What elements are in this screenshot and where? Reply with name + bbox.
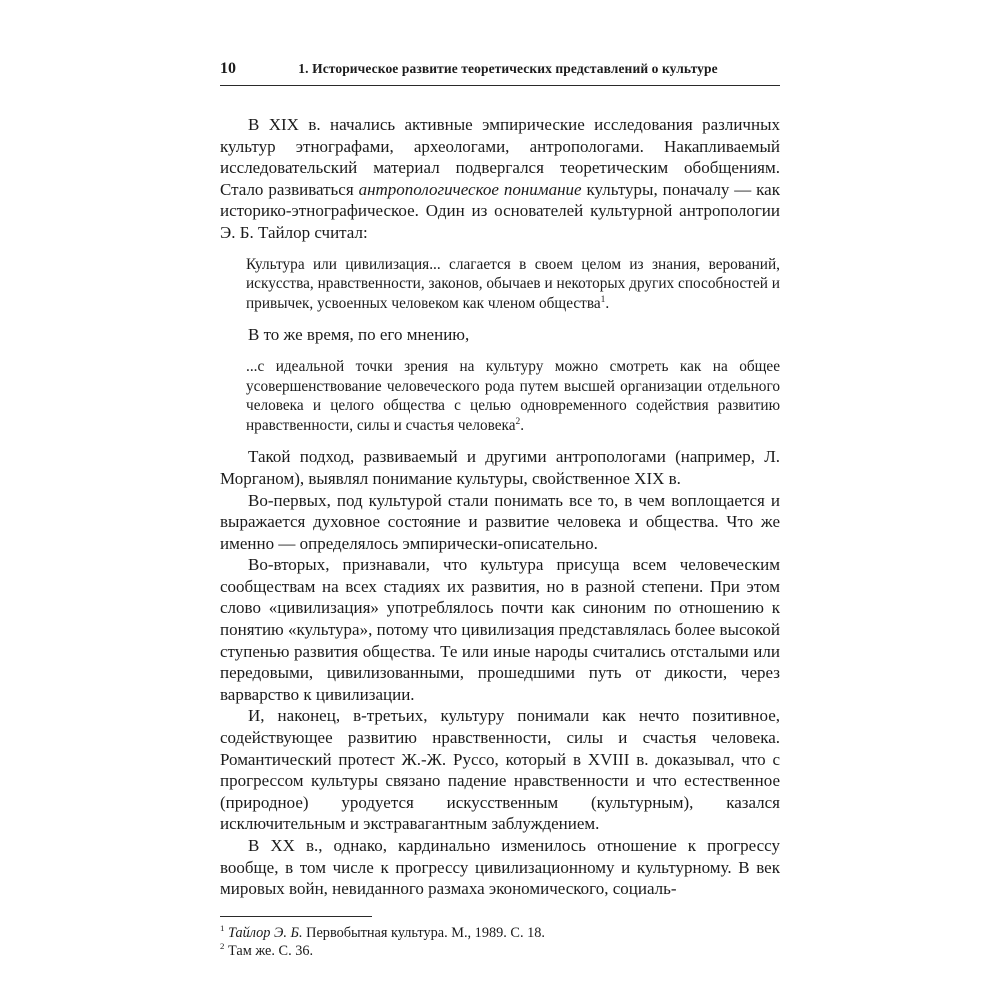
page-number: 10	[220, 60, 236, 77]
text-run: ...с идеальной точки зрения на культуру можно смотреть как на общее усовершенствование человеческого рода путем высшей организации отдельного человека и целого общества с целью одновременного содействия развитию нравственности, силы и счастья человека	[246, 357, 780, 434]
footnote	[220, 924, 780, 943]
paragraph	[220, 446, 780, 489]
footnote	[220, 942, 780, 961]
text-run: Тайлор Э. Б.	[228, 924, 303, 941]
paragraph	[220, 114, 780, 244]
text-run: культуры, поначалу — как историко-этнографическое. Один из основателей культурной антропологии Э. Б. Тайлор считал:	[220, 179, 780, 242]
footnote-rule	[220, 916, 372, 917]
page-body	[220, 114, 780, 900]
block-quote	[246, 255, 780, 314]
text-run: Во-первых, под культурой стали понимать все то, в чем воплощается и выражается духовное состояние и развитие человека и общества. Что же именно — определялось эмпирически-описательно.	[220, 490, 780, 553]
block-quote	[246, 357, 780, 435]
paragraph	[220, 835, 780, 900]
footnotes-section	[220, 916, 780, 961]
text-run: В XIX в. начались активные эмпирические исследования различных культур этнографами, археологами, антропологами. Накапливаемый исследовательский материал подвергался теоретическим обобщениям. Стало развиваться	[220, 115, 780, 199]
footnote-marker: 2	[220, 941, 225, 952]
text-run: В то же время, по его мнению,	[248, 325, 470, 345]
running-title: 1. Историческое развитие теоретических представлений о культуре	[298, 61, 718, 76]
footnote-marker: 1	[600, 294, 606, 305]
text-run: Культура или цивилизация... слагается в своем целом из знания, верований, искусства, нравственности, законов, обычаев и некоторых других способностей и привычек, усвоенных человеком как членом общества	[246, 255, 780, 312]
text-run: В XX в., однако, кардинально изменилось отношение к прогрессу вообще, в том числе к прогрессу цивилизационному и культурному. В век мировых войн, невиданного размаха экономического, социаль-	[220, 836, 780, 899]
footnote-list	[220, 924, 780, 961]
paragraph	[220, 705, 780, 835]
text-run: антропологическое понимание	[358, 179, 582, 199]
text-run: Первобытная культура. М., 1989. С. 18.	[302, 924, 545, 941]
footnote-marker: 1	[220, 923, 225, 934]
page-header	[220, 60, 780, 86]
footnote-marker: 2	[515, 416, 521, 427]
paragraph	[220, 554, 780, 705]
text-run: И, наконец, в-третьих, культуру понимали как нечто позитивное, содействующее развитию нравственности, силы и счастья человека. Романтический протест Ж.-Ж. Руссо, который в XVIII в. доказывал, что с прогрессом культуры связано падение нравственности и что естественное (природное) уродуется искусственным (культурным), казался исключительным и экстравагантным заблуждением.	[220, 706, 780, 834]
text-run: Там же. С. 36.	[224, 943, 314, 960]
text-run: Во-вторых, признавали, что культура присуща всем человеческим сообществам на всех стадиях их развития, но в разной степени. При этом слово «цивилизация» употреблялось почти как синоним по отношению к понятию «культура», потому что цивилизация представлялась более высокой ступенью развития общества. Те или иные народы считались отсталыми или передовыми, цивилизованными, прошедшими путь от дикости, через варварство к цивилизации.	[220, 555, 781, 704]
paragraph	[220, 490, 780, 555]
text-run: .	[520, 416, 525, 434]
paragraph	[220, 324, 780, 346]
text-run: Такой подход, развиваемый и другими антропологами (например, Л. Морганом), выявлял понимание культуры, свойственное XIX в.	[220, 447, 780, 488]
text-run: .	[605, 294, 610, 312]
